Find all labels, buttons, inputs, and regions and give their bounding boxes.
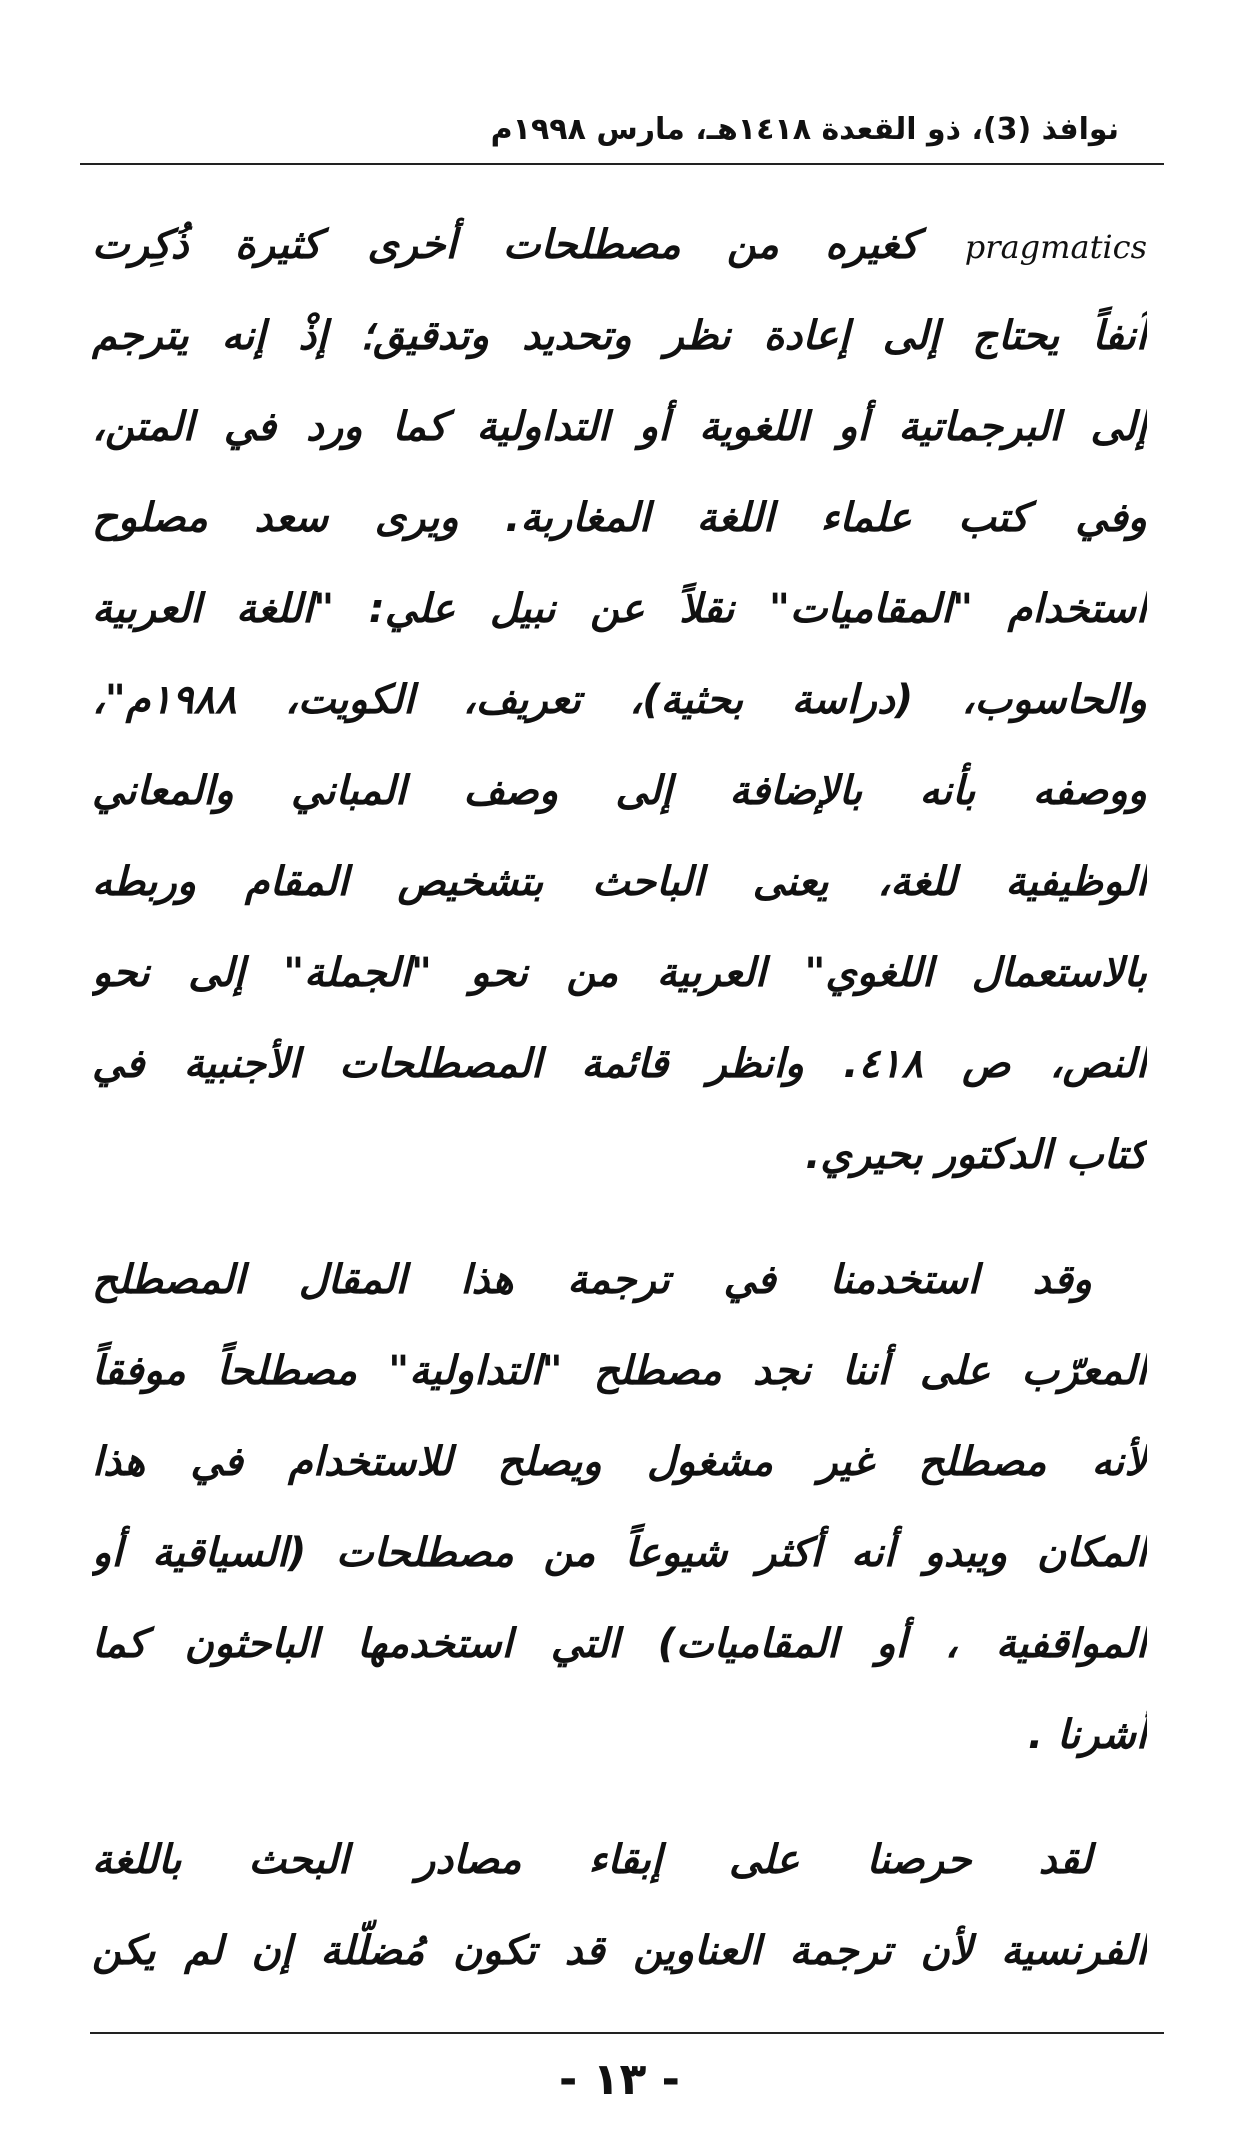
text-line: أشرنا . bbox=[1027, 1712, 1147, 1758]
text-line: بالاستعمال اللغوي" العربية من نحو "الجملة" إلى نحو bbox=[92, 950, 1147, 996]
text-line: آنفاً يحتاج إلى إعادة نظر وتحديد وتدقيق؛ إذْ إنه يترجم bbox=[92, 313, 1147, 359]
text-line: المكان ويبدو أنه أكثر شيوعاً من مصطلحات (السياقية أو bbox=[92, 1530, 1147, 1576]
text-line: الفرنسية لأن ترجمة العناوين قد تكون مُضلّلة إن لم يكن bbox=[92, 1928, 1147, 1974]
line-text: كغيره من مصطلحات أخرى كثيرة ذُكِرت bbox=[92, 222, 965, 268]
text-line: إلى البرجماتية أو اللغوية أو التداولية كما ورد في المتن، bbox=[92, 404, 1147, 450]
paragraph-1 bbox=[92, 200, 1147, 1201]
text-line: النص، ص ٤١٨. وانظر قائمة المصطلحات الأجنبية في bbox=[92, 1041, 1147, 1087]
paragraph-gap bbox=[92, 1201, 1147, 1235]
text-line: ووصفه بأنه بالإضافة إلى وصف المباني والمعاني bbox=[92, 768, 1147, 814]
text-line: والحاسوب، (دراسة بحثية)، تعريف، الكويت، ١٩٨٨م"، bbox=[92, 677, 1147, 723]
text-line: لأنه مصطلح غير مشغول ويصلح للاستخدام في هذا bbox=[92, 1439, 1147, 1485]
text-line: استخدام "المقاميات" نقلاً عن نبيل علي: "اللغة العربية bbox=[92, 586, 1147, 632]
paragraph-3 bbox=[92, 1815, 1147, 1997]
text-line: المعرّب على أننا نجد مصطلح "التداولية" مصطلحاً موفقاً bbox=[92, 1348, 1147, 1394]
text-line: لقد حرصنا على إبقاء مصادر البحث باللغة bbox=[92, 1837, 1092, 1883]
running-header: نوافذ (3)، ذو القعدة ١٤١٨هـ، مارس ١٩٩٨م bbox=[490, 112, 1119, 147]
text-line: المواقفية ، أو المقاميات) التي استخدمها الباحثون كما bbox=[92, 1621, 1147, 1667]
latin-term: pragmatics bbox=[964, 228, 1147, 266]
text-line: وفي كتب علماء اللغة المغاربة. ويرى سعد مصلوح bbox=[92, 495, 1147, 541]
text-line bbox=[92, 200, 1147, 291]
header-divider bbox=[80, 163, 1164, 165]
body-text bbox=[92, 200, 1147, 1997]
text-line: الوظيفية للغة، يعنى الباحث بتشخيص المقام وربطه bbox=[92, 859, 1147, 905]
page-number: - ١٣ - bbox=[559, 2054, 680, 2105]
footer-divider bbox=[90, 2032, 1164, 2034]
paragraph-2 bbox=[92, 1235, 1147, 1781]
paragraph-gap bbox=[92, 1781, 1147, 1815]
text-line: كتاب الدكتور بحيري. bbox=[805, 1132, 1147, 1178]
text-line: وقد استخدمنا في ترجمة هذا المقال المصطلح bbox=[92, 1257, 1092, 1303]
